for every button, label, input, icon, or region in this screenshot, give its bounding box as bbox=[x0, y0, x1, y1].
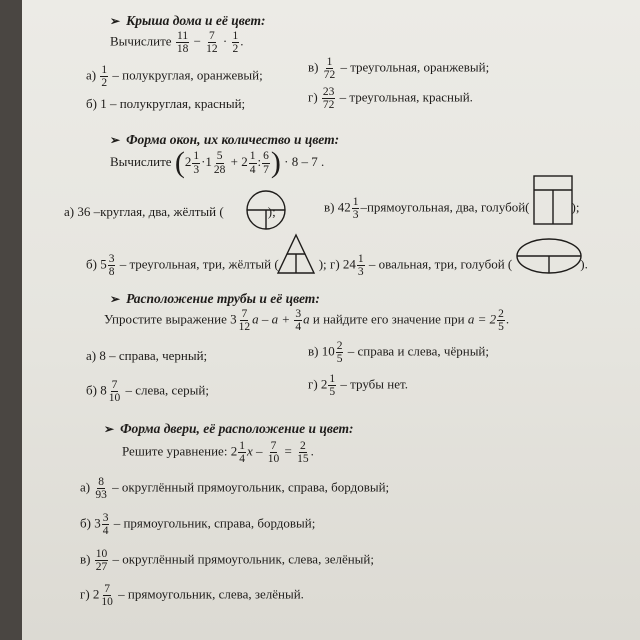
answer-option-a: а) $\frac{8}{93}$ – округлённый прямоугольник, справа, бордовый; bbox=[80, 476, 390, 502]
fraction: $\frac{1}{3}$ bbox=[193, 150, 200, 176]
answer-option-b: б) 8 $\frac{7}{10}$ – слева, серый; bbox=[86, 379, 209, 405]
fraction: $\frac{1}{72}$ bbox=[323, 56, 336, 82]
fraction: $\frac{10}{27}$ bbox=[95, 548, 108, 574]
task-simplify: Упростите выражение 3 $\frac{7}{12}$ a – a + $\frac{3}{4}$ a и найдите его значение при a = 2 $\frac{2}{5}$ . bbox=[104, 308, 510, 334]
fraction: $\frac{3}{8}$ bbox=[108, 253, 115, 279]
arrow-bullet-icon: ➢ bbox=[110, 292, 121, 306]
fraction: $\frac{3}{4}$ bbox=[102, 512, 109, 538]
answer-option-g: г) 24 $\frac{1}{3}$ – овальная, три, голубой ( ). bbox=[330, 253, 588, 279]
arrow-bullet-icon: ➢ bbox=[104, 422, 115, 436]
answer-option-v: в) $\frac{10}{27}$ – округлённый прямоугольник, слева, зелёный; bbox=[80, 548, 374, 574]
section-heading-roof: ➢ Крыша дома и её цвет: bbox=[110, 13, 266, 28]
task-solve-equation: Решите уравнение: 2 $\frac{1}{4}$ x – $\frac{7}{10}$ = $\frac{2}{15}$ . bbox=[122, 440, 314, 466]
fraction: $\frac{11}{18}$ bbox=[176, 30, 189, 56]
fraction: $\frac{23}{72}$ bbox=[322, 86, 335, 112]
rectangular-window-icon bbox=[532, 174, 574, 226]
answer-option-b: б) 1 – полукруглая, красный; bbox=[86, 96, 246, 111]
section-heading-chimney: ➢ Расположение трубы и её цвет: bbox=[110, 291, 320, 306]
section-heading-door: ➢ Форма двери, её расположение и цвет: bbox=[104, 421, 354, 436]
fraction: $\frac{1}{3}$ bbox=[352, 196, 359, 222]
fraction: $\frac{7}{10}$ bbox=[267, 440, 280, 466]
fraction: $\frac{7}{12}$ bbox=[206, 30, 218, 56]
answer-option-b: б) 3 $\frac{3}{4}$ – прямоугольник, справа, бордовый; bbox=[80, 512, 316, 538]
worksheet-page bbox=[22, 0, 640, 640]
answer-option-a: а) $\frac{1}{2}$ – полукруглая, оранжевый; bbox=[86, 64, 263, 90]
answer-option-g: г) 2 $\frac{1}{5}$ – трубы нет. bbox=[308, 373, 408, 399]
answer-option-g: г) $\frac{23}{72}$ – треугольная, красный. bbox=[308, 86, 473, 112]
fraction: $\frac{3}{4}$ bbox=[295, 308, 302, 334]
arrow-bullet-icon: ➢ bbox=[110, 14, 121, 28]
fraction: $\frac{1}{4}$ bbox=[239, 440, 245, 466]
fraction: $\frac{7}{12}$ bbox=[238, 308, 251, 334]
fraction: $\frac{7}{10}$ bbox=[108, 379, 121, 405]
section-heading-windows: ➢ Форма окон, их количество и цвет: bbox=[110, 132, 340, 147]
fraction: $\frac{5}{28}$ bbox=[213, 150, 226, 176]
fraction: $\frac{1}{5}$ bbox=[329, 373, 336, 399]
answer-option-a: а) 36 –круглая, два, жёлтый ( ); bbox=[64, 204, 276, 219]
fraction: $\frac{8}{93}$ bbox=[95, 476, 107, 502]
answer-option-g: г) 2 $\frac{7}{10}$ – прямоугольник, слева, зелёный. bbox=[80, 583, 304, 609]
fraction: $\frac{1}{4}$ bbox=[249, 150, 256, 176]
fraction: $\frac{6}{7}$ bbox=[263, 150, 269, 176]
fraction: $\frac{1}{2}$ bbox=[101, 64, 108, 90]
task-calculate-windows: Вычислите (2 $\frac{1}{3}$ ·1 $\frac{5}{28}$ + 2 $\frac{1}{4}$ : $\frac{6}{7}$ ) · 8 – 7 . bbox=[110, 146, 325, 179]
fraction: $\frac{2}{5}$ bbox=[336, 340, 343, 366]
answer-option-a: а) 8 – справа, черный; bbox=[86, 348, 208, 363]
answer-option-v: в) 42 $\frac{1}{3}$ –прямоугольная, два, голубой( ); bbox=[324, 196, 580, 222]
answer-option-b: б) 5 $\frac{3}{8}$ – треугольная, три, жёлтый ( ); bbox=[86, 253, 327, 279]
fraction: $\frac{2}{15}$ bbox=[297, 440, 309, 466]
triangular-window-icon bbox=[275, 232, 317, 276]
fraction: $\frac{1}{2}$ bbox=[232, 30, 239, 56]
answer-option-v: в) $\frac{1}{72}$ – треугольная, оранжевый; bbox=[308, 56, 490, 82]
oval-window-icon bbox=[514, 236, 584, 276]
fraction: $\frac{2}{5}$ bbox=[498, 308, 504, 334]
fraction: $\frac{7}{10}$ bbox=[101, 583, 113, 609]
answer-option-v: в) 10 $\frac{2}{5}$ – справа и слева, чёрный; bbox=[308, 340, 489, 366]
round-window-icon bbox=[244, 188, 288, 232]
task-calculate-roof: Вычислите $\frac{11}{18}$ − $\frac{7}{12}$ · $\frac{1}{2}$ . bbox=[110, 30, 244, 56]
arrow-bullet-icon: ➢ bbox=[110, 133, 121, 147]
fraction: $\frac{1}{3}$ bbox=[357, 253, 364, 279]
